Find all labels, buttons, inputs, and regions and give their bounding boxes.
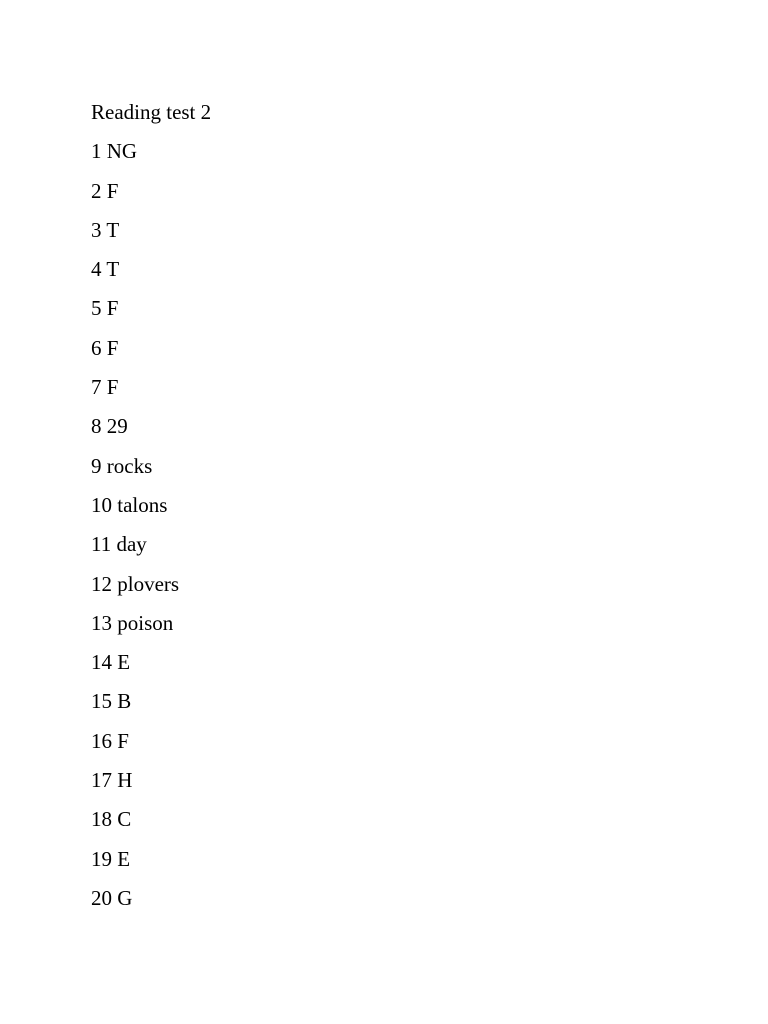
answer-value: F [106,296,119,321]
answer-value: F [117,728,129,753]
answer-number: 18 [91,807,112,832]
answer-value: F [106,178,119,203]
answer-value: E [117,846,131,871]
answer-number: 7 [91,375,102,400]
answer-line-17 [91,761,768,800]
answer-value: C [117,807,132,832]
answer-value: poison [117,610,174,635]
answer-number: 14 [91,650,112,675]
answer-line-2 [91,172,768,211]
answer-line-12 [91,565,768,604]
answer-line-14 [91,643,768,682]
answer-line-9 [91,447,768,486]
answer-value: F [106,335,119,360]
answer-number: 11 [91,532,112,557]
answer-line-19 [91,840,768,879]
answer-value: T [106,217,120,242]
answer-value: plovers [117,571,180,596]
answer-line-4 [91,250,768,289]
answer-line-11 [91,525,768,564]
answer-value: rocks [106,453,153,478]
answer-value: 29 [106,414,128,439]
document-title: Reading test 2 [91,100,212,124]
answer-number: 16 [91,728,112,753]
answer-number: 10 [91,492,112,517]
answer-value: B [117,689,132,714]
answer-line-10 [91,486,768,525]
answer-line-5 [91,289,768,328]
answer-line-6 [91,329,768,368]
answer-number: 8 [91,414,102,439]
answer-value: NG [106,139,138,164]
answer-number: 1 [91,139,102,164]
answer-line-1 [91,132,768,171]
answer-line-15 [91,682,768,721]
answer-line-8 [91,407,768,446]
answer-value: H [117,768,133,793]
answer-line-16 [91,722,768,761]
answer-number: 6 [91,335,102,360]
answer-line-3 [91,211,768,250]
answer-number: 4 [91,257,102,282]
answer-number: 9 [91,453,102,478]
answer-value: talons [117,492,168,517]
answer-number: 13 [91,610,112,635]
answer-value: T [106,257,120,282]
answer-number: 3 [91,217,102,242]
answer-number: 12 [91,571,112,596]
answer-line-7 [91,368,768,407]
answer-line-13 [91,604,768,643]
answer-number: 5 [91,296,102,321]
answer-value: day [116,532,147,557]
answer-number: 2 [91,178,102,203]
answer-line-20 [91,879,768,918]
answer-number: 15 [91,689,112,714]
answer-value: E [117,650,131,675]
answer-value: G [117,885,133,910]
answer-list [91,132,768,918]
answer-line-18 [91,800,768,839]
answer-number: 20 [91,885,112,910]
answer-number: 17 [91,768,112,793]
answer-value: F [106,375,119,400]
answer-number: 19 [91,846,112,871]
